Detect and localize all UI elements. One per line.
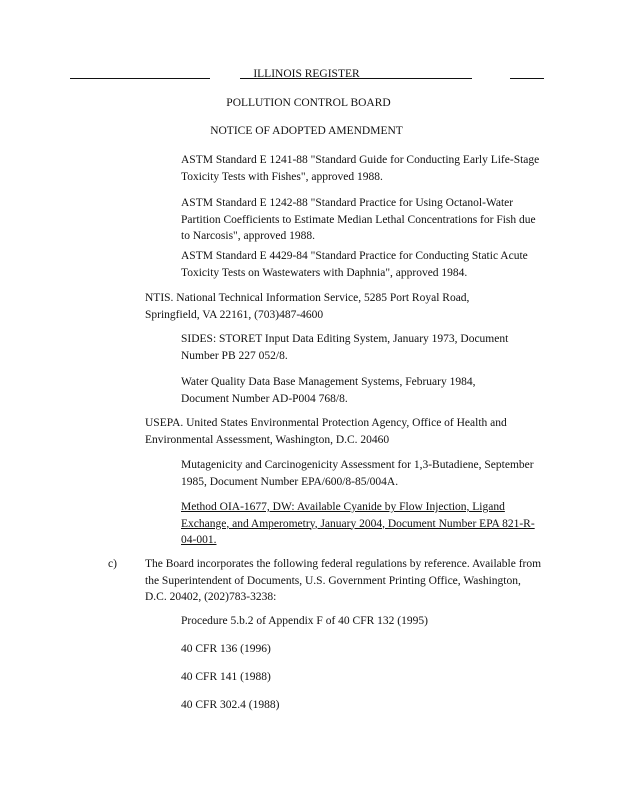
astm-item-2: ASTM Standard E 1242-88 "Standard Practice for Using Octanol-Water Partition Coefficients to Estimate Median Lethal Concentrations for Fish due to Narcosis", approved 1988. — [181, 197, 536, 242]
ntis-item-1: SIDES: STORET Input Data Editing System, January 1973, Document Number PB 227 052/8. — [181, 333, 509, 362]
notice-title: NOTICE OF ADOPTED AMENDMENT — [210, 125, 403, 137]
usepa-heading: USEPA. United States Environmental Protection Agency, Office of Health and Environmental Assessment, Washington, D.C. 20460 — [145, 417, 507, 446]
cfr-item-3: 40 CFR 141 (1988) — [181, 671, 271, 683]
cfr-item-2: 40 CFR 136 (1996) — [181, 643, 271, 655]
usepa-item-2-added-text: Method OIA-1677, DW: Available Cyanide by Flow Injection, Ligand Exchange, and Amperometry, January 2004, Document Number EPA 821-R-04-001. — [181, 501, 535, 546]
section-c-text: The Board incorporates the following federal regulations by reference. Available from the Superintendent of Documents, U.S. Government Printing Office, Washington, D.C. 20402, (202)783-3238: — [145, 558, 542, 603]
ntis-item-2: Water Quality Data Base Management Systems, February 1984, Document Number AD-P004 768/8. — [181, 376, 476, 405]
section-c-label: c) — [108, 558, 117, 570]
board-title: POLLUTION CONTROL BOARD — [226, 97, 391, 109]
register-title: ILLINOIS REGISTER — [253, 68, 360, 80]
cfr-item-4: 40 CFR 302.4 (1988) — [181, 699, 280, 711]
astm-item-1: ASTM Standard E 1241-88 "Standard Guide for Conducting Early Life-Stage Toxicity Tests with Fishes", approved 1988. — [181, 154, 540, 183]
usepa-item-1: Mutagenicity and Carcinogenicity Assessment for 1,3-Butadiene, September 1985, Document Number EPA/600/8-85/004A. — [181, 459, 534, 488]
cfr-item-1: Procedure 5.b.2 of Appendix F of 40 CFR 132 (1995) — [181, 615, 428, 627]
ntis-heading: NTIS. National Technical Information Service, 5285 Port Royal Road, Springfield, VA 22161, (703)487-4600 — [145, 292, 470, 321]
astm-item-3: ASTM Standard E 4429-84 "Standard Practice for Conducting Static Acute Toxicity Tests on Wastewaters with Daphnia", approved 1984. — [181, 250, 528, 279]
